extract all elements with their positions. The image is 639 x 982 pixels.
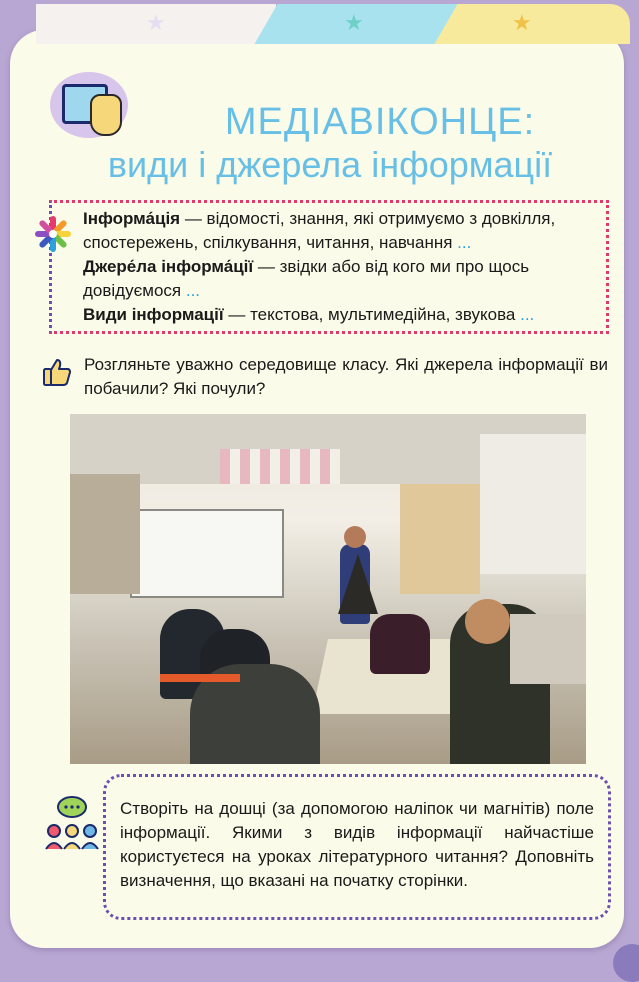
section-title: МЕДІАВІКОНЦЕ:: [224, 101, 536, 143]
page-corner-marker: [613, 944, 639, 982]
definition-item: [83, 303, 608, 327]
touchscreen-hand-icon: [50, 72, 128, 138]
definition-term: Види інформації: [83, 305, 224, 324]
thumbs-up-icon: [42, 357, 72, 387]
definition-term: Інформа́ція: [83, 209, 181, 228]
definition-body: — звідки або від кого ми про щось довідуємося: [83, 257, 530, 300]
section-subtitle: види і джерела інформації: [107, 144, 553, 185]
definition-item: [83, 207, 608, 255]
group-discussion-icon: [44, 793, 100, 853]
definition-term: Джере́ла інформа́ції: [83, 257, 254, 276]
definition-body: — відомості, знання, які отримуємо з довкілля, спостережень, спілкування, читання, навчання: [83, 209, 556, 252]
asterisk-icon: [33, 214, 73, 254]
star-icon: ★: [146, 10, 166, 35]
classroom-photo: [70, 414, 586, 764]
definition-ellipsis: ...: [520, 305, 535, 324]
star-icon: ★: [344, 10, 364, 35]
header-band: [36, 4, 630, 44]
definition-item: [83, 255, 608, 303]
task-text: Створіть на дошці (за допомогою наліпок чи магнітів) поле інформації. Якими з видів інформації найчастіше користуєтеся на уроках літературного читання? Доповніть визначення, що вказані на початку сторінки.: [120, 799, 594, 890]
definition-ellipsis: ...: [457, 233, 472, 252]
question-text: Розгляньте уважно середовище класу. Які джерела інформації ви побачили? Які почули?: [84, 355, 608, 398]
definition-ellipsis: ...: [185, 281, 201, 300]
definitions-text: [83, 207, 608, 327]
definition-body: — текстова, мультимедійна, звукова: [223, 305, 521, 324]
star-icon: ★: [512, 10, 532, 35]
